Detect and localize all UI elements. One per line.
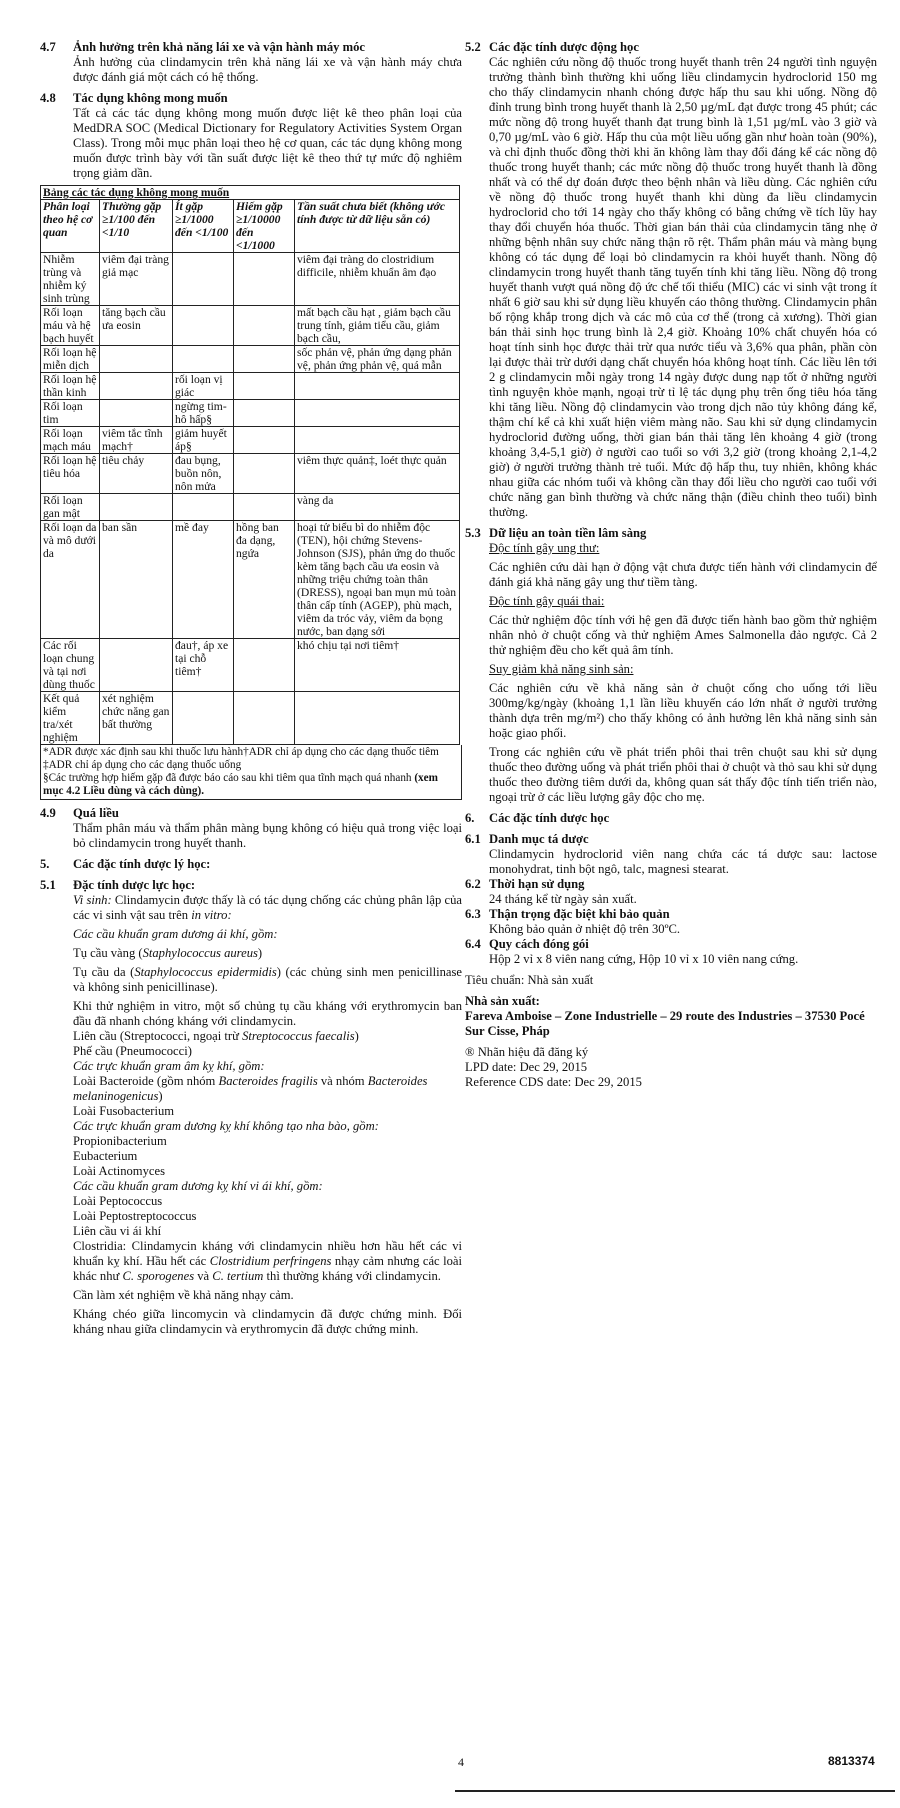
table-row: [41, 400, 460, 427]
list-item: Phế cầu (Pneumococci): [73, 1044, 192, 1058]
table-cell: viêm đại tràng do clostridium difficile, nhiễm khuẩn âm đạo: [295, 253, 460, 306]
list-item: Loài Peptostreptococcus: [73, 1209, 197, 1223]
storage-text: Không bảo quản ở nhiệt độ trên 30ºC.: [489, 922, 681, 936]
table-cell: [173, 253, 234, 306]
standard-text: Tiêu chuẩn: Nhà sản xuất: [465, 973, 594, 987]
table-cell: rối loạn vị giác: [173, 373, 234, 400]
table-cell: viêm đại tràng giả mạc: [100, 253, 173, 306]
left-column: [40, 40, 462, 1337]
table-row: [41, 306, 460, 346]
table-cell: [295, 427, 460, 454]
table-cell: Rối loạn mạch máu: [41, 427, 100, 454]
lpd-date: LPD date: Dec 29, 2015: [465, 1060, 588, 1074]
table-cell: ngừng tim-hô hấp§: [173, 400, 234, 427]
table-cell: mề đay: [173, 521, 234, 639]
table-cell: [234, 692, 295, 745]
list-item: Loài Fusobacterium: [73, 1104, 175, 1118]
table-cell: [100, 494, 173, 521]
document-code: 8813374: [828, 1754, 875, 1768]
table-cell: Nhiễm trùng và nhiễm ký sinh trùng: [41, 253, 100, 306]
cds-date: Reference CDS date: Dec 29, 2015: [465, 1075, 642, 1089]
list-item: Loài Actinomyces: [73, 1164, 165, 1178]
table-cell: ban sần: [100, 521, 173, 639]
table-cell: tiêu chảy: [100, 454, 173, 494]
table-row: [41, 521, 460, 639]
organism-list: [73, 1134, 462, 1179]
packaging-text: Hộp 2 vỉ x 8 viên nang cứng, Hộp 10 vỉ x 10 viên nang cứng.: [489, 952, 799, 966]
section-5-1-heading: 5.1 Đặc tính dược lực học:: [40, 878, 196, 892]
microbiology-text: Vi sinh: Clindamycin được thấy là có tác dụng chống các chủng phân lập của các vi sinh vật sau trên in vitro:: [73, 893, 463, 922]
table-row: [41, 427, 460, 454]
footnote-ref: (xem mục 4.2 Liều dùng và cách dùng).: [43, 772, 438, 797]
table-cell: [234, 400, 295, 427]
table-header: Phân loại theo hệ cơ quan: [41, 200, 100, 253]
group-title: Các trực khuẩn gram dương kỵ khí không tạo nha bào, gồm:: [73, 1119, 379, 1133]
carcinogenicity-text: Các nghiên cứu dài hạn ở động vật chưa được tiến hành với clindamycin để đánh giá khả năng gây ung thư tiềm tàng.: [489, 560, 877, 589]
section-6-2-heading: 6.2 Thời hạn sử dụng: [465, 877, 585, 891]
table-cell: đau†, áp xe tại chỗ tiêm†: [173, 639, 234, 692]
table-cell: [234, 639, 295, 692]
embryo-text: Trong các nghiên cứu về phát triển phôi thai trên chuột sau khi sử dụng thuốc theo đường uống và phát triển phôi thai ở chuột và thỏ sau khi sử dụng thuốc theo đường tiêm dưới da, không quan sát thấy độc tính tiến triển nào, ngoại trừ ở các liều lượng gây độc cho mẹ.: [489, 745, 877, 804]
shelf-life-text: 24 tháng kể từ ngày sản xuất.: [489, 892, 637, 906]
section-4-9-text: Thẩm phân máu và thẩm phân màng bụng không có hiệu quả trong việc loại bỏ clindamycin trong huyết thanh.: [73, 821, 462, 850]
section-6-3-heading: 6.3 Thận trọng đặc biệt khi bảo quản: [465, 907, 670, 921]
page-number: 4: [458, 1755, 464, 1769]
table-cell: hồng ban đa dạng, ngứa: [234, 521, 295, 639]
section-6-1-heading: 6.1 Danh mục tá dược: [465, 832, 589, 846]
table-cell: Rối loạn gan mật: [41, 494, 100, 521]
bottom-rule: [455, 1790, 895, 1792]
right-column: [465, 40, 877, 1090]
table-cell: [173, 346, 234, 373]
section-6-4-heading: 6.4 Quy cách đóng gói: [465, 937, 589, 951]
table-header: Thường gặp ≥1/100 đến <1/10: [100, 200, 173, 253]
table-row: [41, 692, 460, 745]
manufacturer-label: Nhà sản xuất:: [465, 994, 540, 1008]
table-cell: [173, 494, 234, 521]
subheading: Suy giảm khả năng sinh sản:: [489, 662, 634, 676]
list-item: Khi thử nghiệm in vitro, một số chủng tụ cầu kháng với erythromycin ban đầu đã nhanh chóng kháng với clindamycin.: [73, 999, 462, 1028]
table-cell: sốc phản vệ, phản ứng dạng phản vệ, phản ứng phản vệ, quá mẫn: [295, 346, 460, 373]
section-4-8-text: Tất cả các tác dụng không mong muốn được liệt kê theo phân loại của MedDRA SOC (Medical Dictionary for Regulatory Activities System Organ Class). Trong mỗi mục phân loại theo hệ cơ quan, các tác dụng không mong muốn được trình bày với tần suất được liệt kê theo thứ tự mức độ nghiêm trọng giảm dần.: [73, 106, 462, 180]
table-cell: [173, 692, 234, 745]
table-cell: giảm huyết áp§: [173, 427, 234, 454]
footnote: §Các trường hợp hiếm gặp đã được báo cáo sau khi tiêm qua tĩnh mạch quá nhanh: [43, 772, 412, 784]
section-5-2-heading: 5.2 Các đặc tính dược động học: [465, 40, 639, 54]
table-row: [41, 454, 460, 494]
footnote: ‡ADR chỉ áp dụng cho các dạng thuốc uống: [43, 759, 242, 771]
list-item: Tụ cầu da (Staphylococcus epidermidis) (các chủng sinh men penicillinase và không sinh penicillinase).: [73, 965, 462, 994]
table-header: Hiếm gặp ≥1/10000 đến <1/1000: [234, 200, 295, 253]
table-cell: Các rối loạn chung và tại nơi dùng thuốc: [41, 639, 100, 692]
table-cell: Rối loạn hệ miễn dịch: [41, 346, 100, 373]
section-5-heading: 5. Các đặc tính dược lý học:: [40, 857, 211, 871]
adverse-reactions-table: [40, 185, 460, 745]
table-row: [41, 253, 460, 306]
table-cell: vàng da: [295, 494, 460, 521]
list-item: Liên cầu vi ái khí: [73, 1224, 162, 1238]
list-item: Tụ cầu vàng (Staphylococcus aureus): [73, 946, 263, 960]
susceptibility-text: Cần làm xét nghiệm về khả năng nhạy cảm.: [73, 1288, 294, 1302]
cross-resistance-text: Kháng chéo giữa lincomycin và clindamycin đã được chứng minh. Đối kháng nhau giữa clindamycin và erythromycin đã được chứng minh.: [73, 1307, 462, 1336]
list-item: Liên cầu (Streptococci, ngoại trừ Streptococcus faecalis): [73, 1029, 359, 1043]
table-cell: [234, 427, 295, 454]
footnote: †ADR chỉ áp dụng cho các dạng thuốc tiêm: [243, 746, 439, 758]
footnote: *ADR được xác định sau khi thuốc lưu hành: [43, 746, 244, 758]
table-cell: [295, 692, 460, 745]
section-6-heading: 6. Các đặc tính dược học: [465, 811, 610, 825]
table-cell: xét nghiệm chức năng gan bất thường: [100, 692, 173, 745]
table-cell: [100, 346, 173, 373]
table-caption: Bảng các tác dụng không mong muốn: [41, 186, 460, 200]
mutagenicity-text: Các thử nghiệm độc tính với hệ gen đã được tiến hành bao gồm thử nghiệm nhân nhỏ ở chuột cống và thử nghiệm Ames Salmonella đảo ngược. Cả 2 thử nghiệm đều cho kết quả âm tính.: [489, 613, 877, 657]
table-cell: [234, 346, 295, 373]
table-cell: Rối loạn máu và hệ bạch huyết: [41, 306, 100, 346]
table-cell: [100, 373, 173, 400]
table-header: Tần suất chưa biết (không ước tính được từ dữ liệu sẵn có): [295, 200, 460, 253]
table-cell: [173, 306, 234, 346]
table-cell: [234, 494, 295, 521]
table-cell: viêm tắc tĩnh mạch†: [100, 427, 173, 454]
table-cell: tăng bạch cầu ưa eosin: [100, 306, 173, 346]
clostridia-text: Clostridia: Clindamycin kháng với clindamycin nhiều hơn hầu hết các vi khuẩn kỵ khí. Hầu hết các Clostridium perfringens nhạy cảm nhưng các loài khác như C. sporogenes và C. tertium thì thường kháng với clindamycin.: [73, 1239, 463, 1283]
table-cell: mất bạch cầu hạt , giảm bạch cầu trung tính, giảm tiểu cầu, giảm bạch cầu,: [295, 306, 460, 346]
organism-list: [73, 1029, 462, 1059]
table-cell: đau bụng, buồn nôn, nôn mửa: [173, 454, 234, 494]
table-cell: [100, 639, 173, 692]
section-4-8-heading: 4.8 Tác dụng không mong muốn: [40, 91, 228, 105]
table-row: [41, 346, 460, 373]
table-cell: [295, 373, 460, 400]
organism-list: [73, 1074, 462, 1119]
group-title: Các trực khuẩn gram âm kỵ khí, gồm:: [73, 1059, 265, 1073]
table-cell: Rối loạn tim: [41, 400, 100, 427]
table-cell: viêm thực quản‡, loét thực quản: [295, 454, 460, 494]
trademark-note: ® Nhãn hiệu đã đăng ký: [465, 1045, 589, 1059]
list-item: Loài Bacteroide (gồm nhóm Bacteroides fragilis và nhóm Bacteroides melaninogenicus): [73, 1074, 428, 1103]
list-item: Loài Peptococcus: [73, 1194, 163, 1208]
table-cell: [234, 454, 295, 494]
table-cell: [100, 400, 173, 427]
table-cell: Rối loạn da và mô dưới da: [41, 521, 100, 639]
manufacturer-address: Fareva Amboise – Zone Industrielle – 29 route des Industries – 37530 Pocé Sur Cisse, Pháp: [465, 1009, 865, 1038]
section-5-3-heading: 5.3 Dữ liệu an toàn tiền lâm sàng: [465, 526, 647, 540]
fertility-text: Các nghiên cứu về khả năng sản ở chuột cống cho uống tới liều 300mg/kg/ngày (khoảng 1,1 lần liều khuyến cáo lớn nhất ở người trưởng thành dựa trên mg/m²) cho thấy không có ảnh hưởng lên khả năng sinh sản hoặc giao phối.: [489, 681, 877, 740]
section-5-2-text: Các nghiên cứu nồng độ thuốc trong huyết thanh trên 24 người tình nguyện trưởng thành bình thường khi uống liều clindamycin hydroclorid 150 mg cho thấy clindamycin nhanh chóng được hấp thu sau khi uống. Nồng độ đỉnh trung bình trong huyết thanh là 2,50 µg/mL đạt được trong 45 phút; các mức nồng độ trong huyết thanh đạt trung bình là 1,51 µg/mL vào 3 giờ và 0,70 µg/mL vào 6 giờ. Hấp thu của một liều uống gần như hoàn toàn (90%), và chỉ định thuốc đồng thời khi ăn không làm thay đổi đáng kể các nồng độ thuốc trong huyết thanh; các mức nồng độ thuốc trong huyết thanh là đồng nhất và có thể dự đoán được theo bệnh nhân và liều dùng. Các nghiên cứu về nồng độ thuốc trong huyết thanh khi dùng đa liều clindamycin hydroclorid cho tới 14 ngày cho thấy không có bằng chứng về tích lũy hay thay đổi chuyển hóa thuốc. Thời gian bán thải của clindamycin tăng nhẹ ở những bệnh nhân suy chức năng thận rõ rệt. Thẩm phân máu và màng bụng không có tác dụng để loại bỏ clindamycin ra khỏi huyết thanh. Nồng độ clindamycin trong huyết thanh tăng tuyến tính khi tăng liều. Nồng độ trong huyết thanh vượt quá nồng độ ức chế tối thiểu (MIC) các vi sinh vật trong ít nhất 6 giờ sau khi sử dụng liều khuyến cáo thông thường. Clindamycin phân bố rộng khắp trong dịch và các mô của cơ thể (trong cả xương). Thời gian bán thải sinh học trung bình là 2,4 giờ. Khoảng 10% chất chuyển hóa có hoạt tính sinh học được thải trừ qua nước tiểu và 3,6% qua phân, phần còn lại được thải trừ dưới dạng chất chuyển hóa không hoạt tính. Các liều lên tới 2 g clindamycin mỗi ngày trong 14 ngày được dung nạp tốt ở những người tình nguyện khỏe mạnh, ngoại trừ tỉ lệ tác dụng phụ trên ống tiêu hóa tăng khi tăng liều. Nồng độ clindamycin vào trong dịch não tủy không đáng kể, thậm chí kể cả khi xuất hiện viêm màng não. Sau khi sử dụng clindamycin hydroclorid đường uống, thời gian bán thải tăng lên khoảng 4 giờ (trong khoảng 3,4-5,1 giờ) ở người cao tuổi so với 3,2 giờ (trong khoảng 2,1-4,2 giờ) ở người trưởng thành trẻ tuổi. Mức độ hấp thu, tuy nhiên, không khác nhau giữa các nhóm tuổi và không cần thay đổi liều cho người cao tuổi với chức năng gan bình thường và chức năng thận (điều chỉnh theo tuổi) bình thường.: [489, 55, 877, 519]
table-header: Ít gặp ≥1/1000 đến <1/100: [173, 200, 234, 253]
section-4-9-heading: 4.9 Quá liều: [40, 806, 119, 820]
table-row: [41, 639, 460, 692]
subheading: Độc tính gây ung thư:: [489, 541, 600, 555]
section-4-7-text: Ảnh hưởng của clindamycin trên khả năng lái xe và vận hành máy chưa được đánh giá một cách có hệ thống.: [73, 55, 462, 84]
organism-list: [73, 1194, 462, 1239]
table-cell: Rối loạn hệ thần kinh: [41, 373, 100, 400]
table-cell: [295, 400, 460, 427]
table-cell: Kết quả kiểm tra/xét nghiệm: [41, 692, 100, 745]
table-row: [41, 373, 460, 400]
table-row: [41, 494, 460, 521]
list-item: Propionibacterium: [73, 1134, 167, 1148]
group-title: Các cầu khuẩn gram dương ái khí, gồm:: [73, 927, 278, 941]
table-cell: [234, 373, 295, 400]
table-footnotes: [40, 745, 462, 800]
table-cell: [234, 306, 295, 346]
excipients-text: Clindamycin hydroclorid viên nang chứa các tá dược sau: lactose monohydrat, tinh bột ngô, talc, magnesi stearat.: [489, 847, 877, 876]
table-cell: [234, 253, 295, 306]
group-title: Các cầu khuẩn gram dương kỵ khí vi ái khí, gồm:: [73, 1179, 323, 1193]
subheading: Độc tính gây quái thai:: [489, 594, 605, 608]
table-cell: khó chịu tại nơi tiêm†: [295, 639, 460, 692]
list-item: Eubacterium: [73, 1149, 138, 1163]
section-4-7-heading: 4.7 Ảnh hưởng trên khả năng lái xe và vận hành máy móc: [40, 40, 365, 54]
table-cell: hoại tử biểu bì do nhiễm độc (TEN), hội chứng Stevens-Johnson (SJS), phản ứng do thuốc kèm tăng bạch cầu ưa eosin và những triệu chứng toàn thân (DRESS), ngoại ban mụn mủ toàn thân cấp tính (AGEP), phù mạch, viêm da tróc vảy, viêm da bọng nước, ban dạng sởi: [295, 521, 460, 639]
table-cell: Rối loạn hệ tiêu hóa: [41, 454, 100, 494]
